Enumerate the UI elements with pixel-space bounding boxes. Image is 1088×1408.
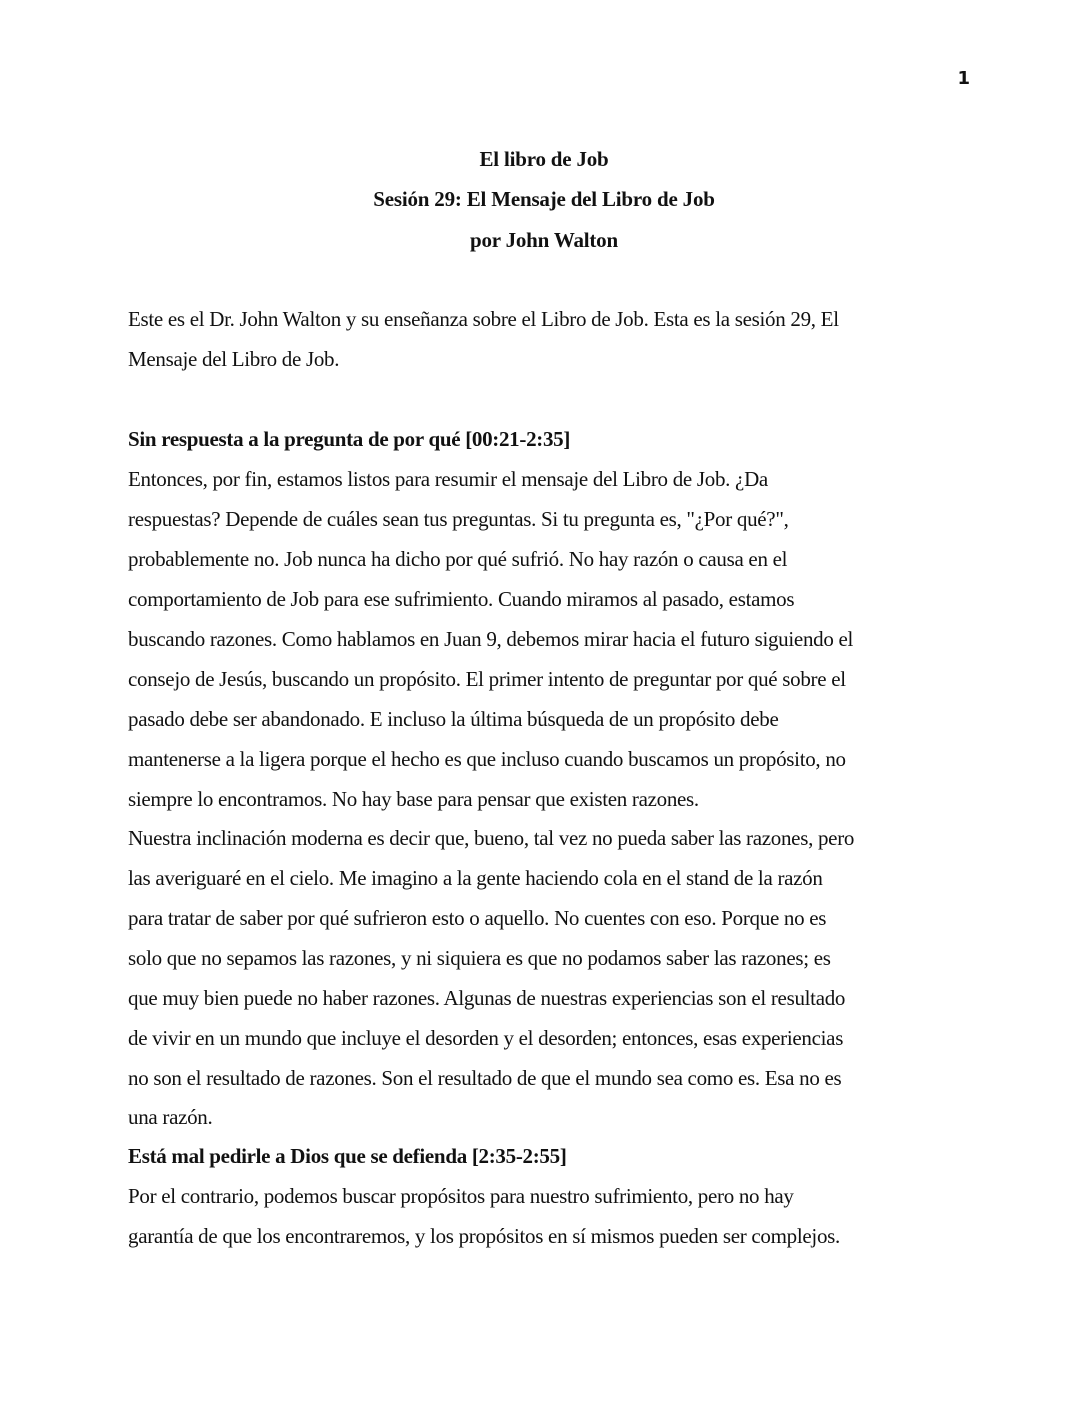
section-heading: Está mal pedirle a Dios que se defienda [2:35-2:55] [128, 1144, 567, 1168]
body-line: Por el contrario, podemos buscar propósitos para nuestro sufrimiento, pero no hay [128, 1184, 794, 1208]
body-line: no son el resultado de razones. Son el resultado de que el mundo sea como es. Esa no es [128, 1066, 842, 1090]
document-title: El libro de Job [479, 147, 609, 171]
intro-line: Mensaje del Libro de Job. [128, 347, 340, 371]
body-line: para tratar de saber por qué sufrieron esto o aquello. No cuentes con eso. Porque no es [128, 906, 827, 930]
body-line: mantenerse a la ligera porque el hecho es que incluso cuando buscamos un propósito, no [128, 747, 846, 771]
document-author: por John Walton [470, 228, 618, 252]
body-line: de vivir en un mundo que incluye el desorden y el desorden; entonces, esas experiencias [128, 1026, 844, 1050]
body-line: probablemente no. Job nunca ha dicho por qué sufrió. No hay razón o causa en el [128, 547, 788, 571]
body-line: respuestas? Depende de cuáles sean tus preguntas. Si tu pregunta es, "¿Por qué?", [128, 507, 789, 531]
document-subtitle: Sesión 29: El Mensaje del Libro de Job [373, 187, 715, 211]
body-line: buscando razones. Como hablamos en Juan 9, debemos mirar hacia el futuro siguiendo el [128, 627, 854, 651]
body-line: las averiguaré en el cielo. Me imagino a la gente haciendo cola en el stand de la razón [128, 866, 823, 890]
body-line: solo que no sepamos las razones, y ni siquiera es que no podamos saber las razones; es [128, 946, 831, 970]
body-line: Entonces, por fin, estamos listos para resumir el mensaje del Libro de Job. ¿Da [128, 467, 768, 491]
body-line: comportamiento de Job para ese sufrimiento. Cuando miramos al pasado, estamos [128, 587, 795, 611]
body-line: siempre lo encontramos. No hay base para pensar que existen razones. [128, 787, 699, 811]
body-line: garantía de que los encontraremos, y los propósitos en sí mismos pueden ser complejos. [128, 1224, 840, 1248]
body-line: que muy bien puede no haber razones. Algunas de nuestras experiencias son el resultado [128, 986, 846, 1010]
section-heading: Sin respuesta a la pregunta de por qué [00:21-2:35] [128, 427, 571, 451]
body-line: consejo de Jesús, buscando un propósito. El primer intento de preguntar por qué sobre el [128, 667, 846, 691]
body-line: pasado debe ser abandonado. E incluso la última búsqueda de un propósito debe [128, 707, 779, 731]
body-line: Nuestra inclinación moderna es decir que, bueno, tal vez no pueda saber las razones, pero [128, 826, 855, 850]
intro-line: Este es el Dr. John Walton y su enseñanza sobre el Libro de Job. Esta es la sesión 29, El [128, 307, 839, 331]
body-line: una razón. [128, 1105, 213, 1129]
page-number: 1 [957, 68, 970, 89]
